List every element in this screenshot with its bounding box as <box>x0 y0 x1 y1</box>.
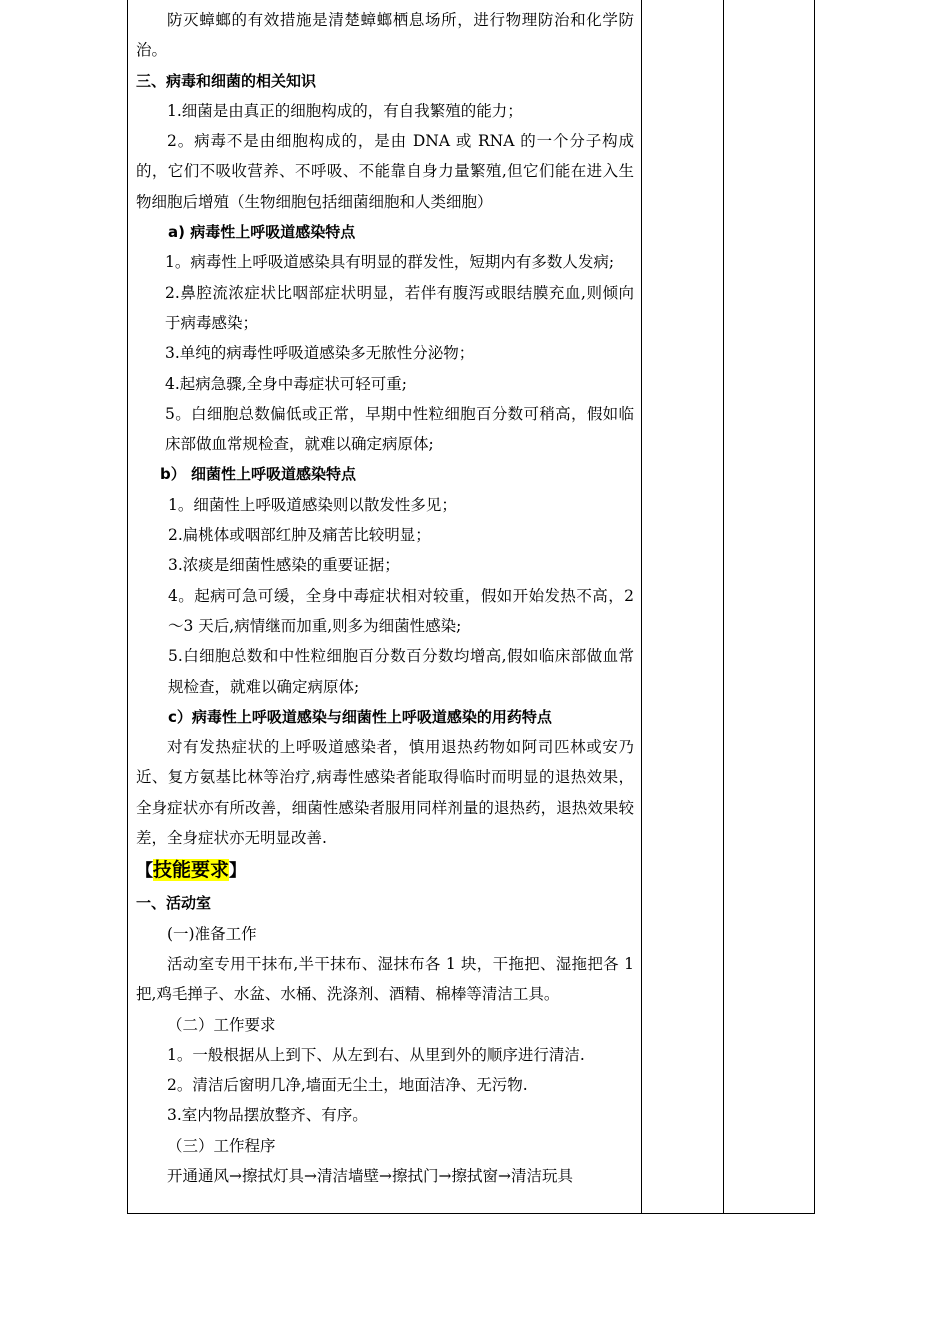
list-item-requirement-1: 1。一般根据从上到下、从左到右、从里到外的顺序进行清洁. <box>167 1045 585 1064</box>
table-column-divider-2 <box>723 0 724 1214</box>
bracket-open: 【 <box>136 861 153 882</box>
bracket-close: 】 <box>229 861 247 882</box>
skill-heading-highlight: 技能要求 <box>153 859 230 882</box>
list-item-viral-5: 5。白细胞总数偏低或正常，早期中性粒细胞百分数可稍高，假如临床部做血常规检查，就难以确定病原体; <box>165 404 634 454</box>
paragraph-preparation-heading: (一)准备工作 <box>167 924 257 943</box>
list-item-viral-1: 1。病毒性上呼吸道感染具有明显的群发性，短期内有多数人发病; <box>165 253 615 272</box>
list-item-requirement-3: 3.室内物品摆放整齐、有序。 <box>167 1106 368 1125</box>
list-item-bacterial-3: 3.浓痰是细菌性感染的重要证据； <box>168 556 400 575</box>
list-item-bacterial-1: 1。细菌性上呼吸道感染则以散发性多见； <box>168 495 457 514</box>
subheading-viral-infection: a) 病毒性上呼吸道感染特点 <box>168 223 356 242</box>
paragraph-cockroach-control: 防灭蟑螂的有效措施是清楚蟑螂栖息场所，进行物理防治和化学防治。 <box>136 11 634 60</box>
paragraph-procedure-heading: （三）工作程序 <box>167 1136 276 1155</box>
section-heading-virus-bacteria: 三、病毒和细菌的相关知识 <box>136 71 317 90</box>
table-cell-content <box>136 5 634 1191</box>
section-heading-activity-room: 一、活动室 <box>136 894 212 913</box>
subheading-bacterial-infection: b） 细菌性上呼吸道感染特点 <box>160 465 356 484</box>
table-column-divider-1 <box>641 0 642 1214</box>
list-item-bacterial-4: 4。起病可急可缓，全身中毒症状相对较重，假如开始发热不高，2～3 天后,病情继而加重,则多为细菌性感染; <box>168 586 634 635</box>
paragraph-virus: 2。病毒不是由细胞构成的，是由 DNA 或 RNA 的一个分子构成的，它们不吸收营养、不呼吸、不能靠自身力量繁殖,但它们能在进入生物细胞后增殖（生物细胞包括细菌细胞和人类细胞） <box>136 132 634 211</box>
list-item-viral-2: 2.鼻腔流浓症状比咽部症状明显，若伴有腹泻或眼结膜充血,则倾向于病毒感染； <box>165 283 634 332</box>
paragraph-preparation: 活动室专用干抹布,半干抹布、湿抹布各 1 块，干拖把、湿拖把各 1 把,鸡毛掸子、水盆、水桶、洗涤剂、酒精、棉棒等清洁工具。 <box>136 954 634 1004</box>
subheading-medication: c）病毒性上呼吸道感染与细菌性上呼吸道感染的用药特点 <box>168 707 552 726</box>
paragraph-requirements-heading: （二）工作要求 <box>167 1015 276 1034</box>
list-item-bacterial-2: 2.扁桃体或咽部红肿及痛苦比较明显； <box>168 526 431 545</box>
paragraph-procedure: 开通通风→擦拭灯具→清洁墙壁→擦拭门→擦拭窗→清洁玩具 <box>167 1166 573 1185</box>
skill-requirements-heading <box>136 853 634 888</box>
list-item-bacterial-5: 5.白细胞总数和中性粒细胞百分数百分数均增高,假如临床部做血常规检查，就难以确定病原体; <box>168 647 634 696</box>
list-item-viral-4: 4.起病急骤,全身中毒症状可轻可重; <box>165 374 407 393</box>
list-item-viral-3: 3.单纯的病毒性呼吸道感染多无脓性分泌物； <box>165 344 475 363</box>
list-item-requirement-2: 2。清洁后窗明几净,墙面无尘土，地面洁净、无污物. <box>167 1076 528 1095</box>
paragraph-bacteria: 1.细菌是由真正的细胞构成的，有自我繁殖的能力； <box>167 101 523 120</box>
paragraph-medication: 对有发热症状的上呼吸道感染者，慎用退热药物如阿司匹林或安乃近、复方氨基比林等治疗,病毒性感染者能取得临时而明显的退热效果，全身症状亦有所改善，细菌性感染者服用同样剂量的退热药，退热效果较差，全身症状亦无明显改善. <box>136 738 634 848</box>
